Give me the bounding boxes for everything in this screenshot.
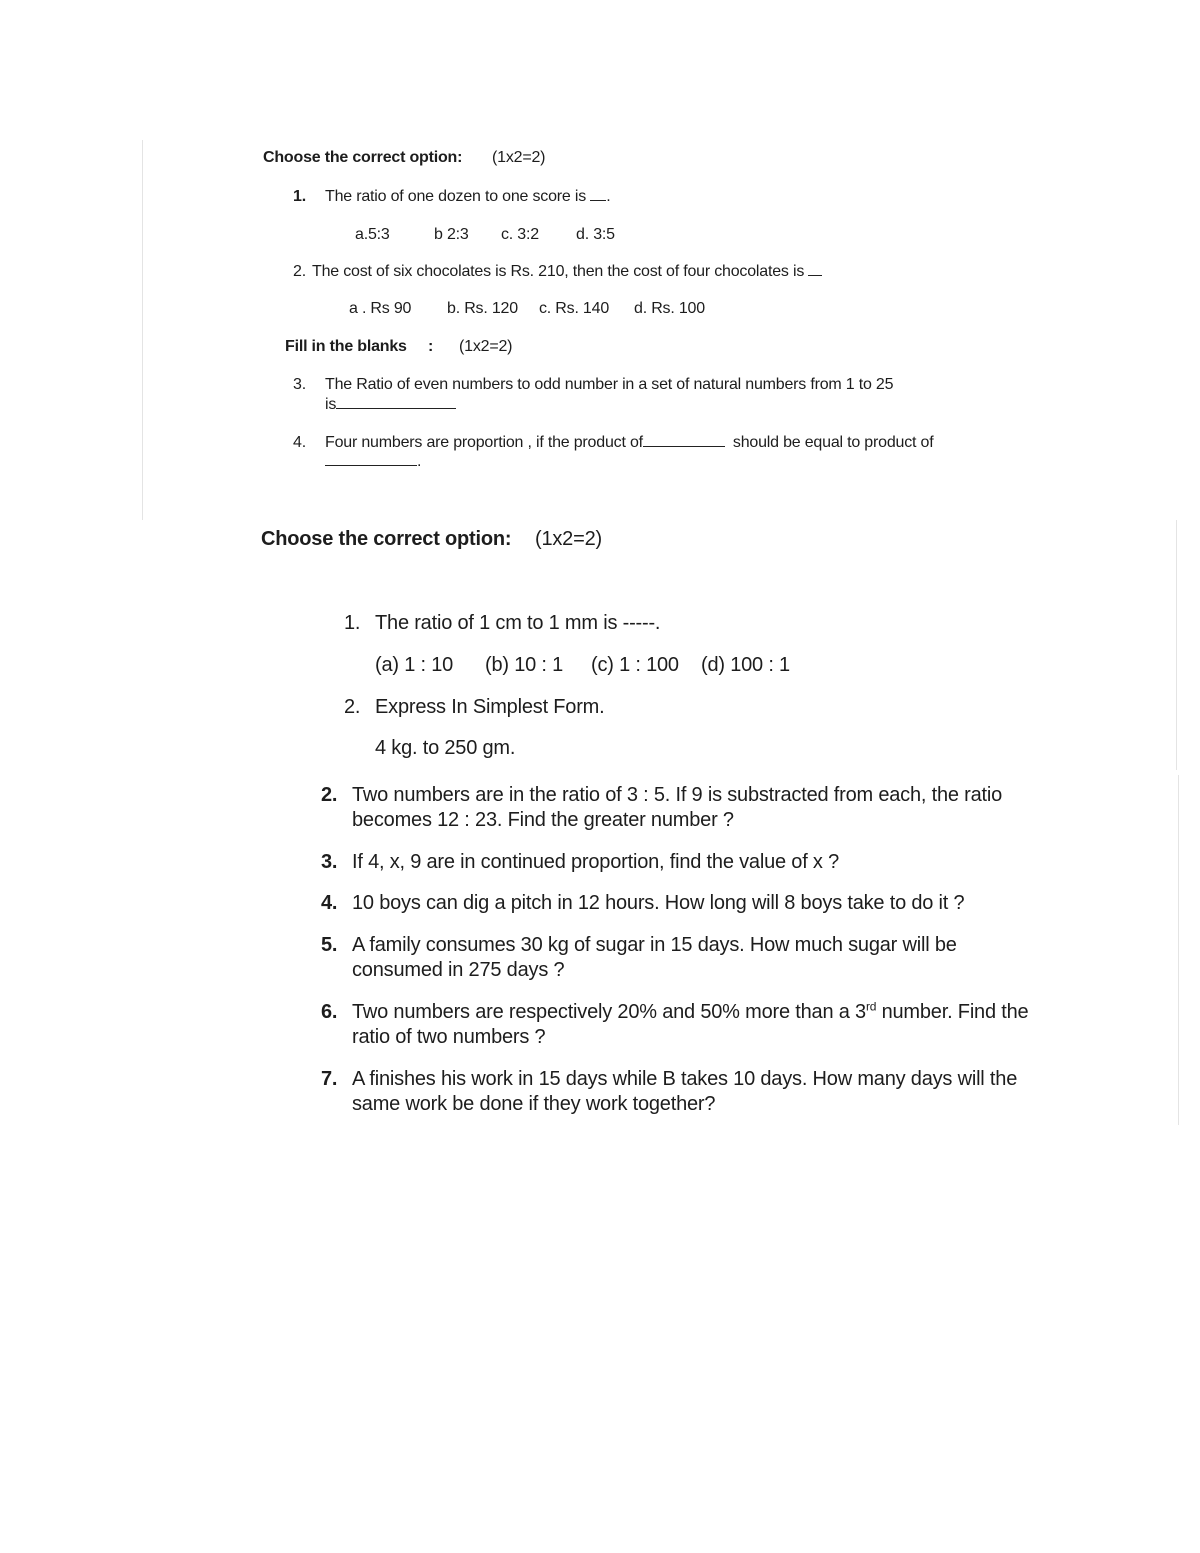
section-1-heading (263, 149, 462, 167)
s1-q3-number: 3. (293, 376, 306, 393)
q-5-line1: A family consumes 30 kg of sugar in 15 days. How much sugar will be (352, 934, 957, 956)
s1-q1-text-content: The ratio of one dozen to one score is (325, 188, 587, 205)
scan-edge-right-bottom (1178, 775, 1179, 1125)
q-6-superscript: rd (865, 999, 877, 1014)
s1-q1-number: 1. (293, 188, 306, 205)
s1-q4-number: 4. (293, 434, 306, 451)
s2-q1-number: 1. (344, 612, 361, 634)
q-6-line1 (352, 1001, 1028, 1024)
q-6-line1-post: number. Find the (876, 1001, 1029, 1023)
s1-q4-part1: Four numbers are proportion , if the product of (325, 434, 643, 451)
fill-blanks-colon: : (428, 338, 434, 355)
s1-q4-line1 (325, 434, 933, 452)
s1-q1-option-a: a.5:3 (355, 226, 390, 243)
q-4-line1: 10 boys can dig a pitch in 12 hours. How long will 8 boys take to do it ? (352, 892, 965, 914)
s1-q1-text: The ratio of one dozen to one score is . (325, 188, 611, 205)
s1-q2-option-a: a . Rs 90 (349, 300, 412, 317)
s2-q1-option-a: (a) 1 : 10 (375, 654, 454, 676)
section-1-marks: (1x2=2) (492, 149, 546, 166)
s2-q1-text: The ratio of 1 cm to 1 mm is -----. (375, 612, 661, 634)
q-6-line2: ratio of two numbers ? (352, 1026, 546, 1048)
s2-q2-text: Express In Simplest Form. (375, 696, 605, 718)
s2-q1-option-d: (d) 100 : 1 (701, 654, 790, 676)
s1-q1-option-b: b 2:3 (434, 226, 469, 243)
s2-q2-detail: 4 kg. to 250 gm. (375, 737, 516, 759)
q-2-line2: becomes 12 : 23. Find the greater number ? (352, 809, 734, 831)
scan-edge-right-top (1176, 520, 1177, 770)
s1-q1-option-d: d. 3:5 (576, 226, 615, 243)
s1-q2-text-content: The cost of six chocolates is Rs. 210, then the cost of four chocolates is (312, 263, 805, 280)
answer-blank (643, 445, 725, 447)
s1-q3-line2 (325, 396, 456, 414)
q-3-line1: If 4, x, 9 are in continued proportion, find the value of x ? (352, 851, 839, 873)
s2-q1-option-b: (b) 10 : 1 (485, 654, 564, 676)
answer-blank (336, 407, 456, 409)
q-3-number: 3. (321, 851, 338, 873)
q-2-number: 2. (321, 784, 338, 806)
fill-blanks-heading: Fill in the blanks (285, 338, 407, 355)
section-2-heading: Choose the correct option: (261, 528, 512, 550)
q-7-line1: A finishes his work in 15 days while B takes 10 days. How many days will the (352, 1068, 1018, 1090)
s1-q2-option-c: c. Rs. 140 (539, 300, 610, 317)
heading-text: Choose the correct option: (263, 149, 463, 166)
s1-q4-line2: . (325, 453, 421, 471)
answer-blank (590, 199, 606, 201)
s1-q4-part2: should be equal to product of (732, 434, 934, 451)
fill-blanks-marks: (1x2=2) (459, 338, 513, 355)
s1-q1-option-c: c. 3:2 (501, 226, 539, 243)
q-7-number: 7. (321, 1068, 338, 1090)
answer-blank (808, 274, 822, 276)
s1-q2-option-d: d. Rs. 100 (634, 300, 705, 317)
q-6-number: 6. (321, 1001, 338, 1023)
s1-q2-number: 2. (293, 263, 306, 280)
s1-q2-text (312, 263, 822, 281)
s2-q2-number: 2. (344, 696, 361, 718)
s1-q3-line2-text: is (325, 396, 337, 413)
s1-q3-line1: The Ratio of even numbers to odd number in a set of natural numbers from 1 to 25 (325, 376, 894, 393)
q-4-number: 4. (321, 892, 338, 914)
s1-q2-option-b: b. Rs. 120 (447, 300, 518, 317)
s2-q1-option-c: (c) 1 : 100 (591, 654, 679, 676)
scan-edge-left (142, 140, 143, 520)
q-7-line2: same work be done if they work together? (352, 1093, 716, 1115)
q-5-line2: consumed in 275 days ? (352, 959, 565, 981)
section-2-marks: (1x2=2) (535, 528, 602, 550)
q-6-line1-pre: Two numbers are respectively 20% and 50% more than a 3 (352, 1001, 866, 1023)
q-2-line1: Two numbers are in the ratio of 3 : 5. If 9 is substracted from each, the ratio (352, 784, 1003, 806)
q-5-number: 5. (321, 934, 338, 956)
answer-blank (325, 464, 417, 466)
